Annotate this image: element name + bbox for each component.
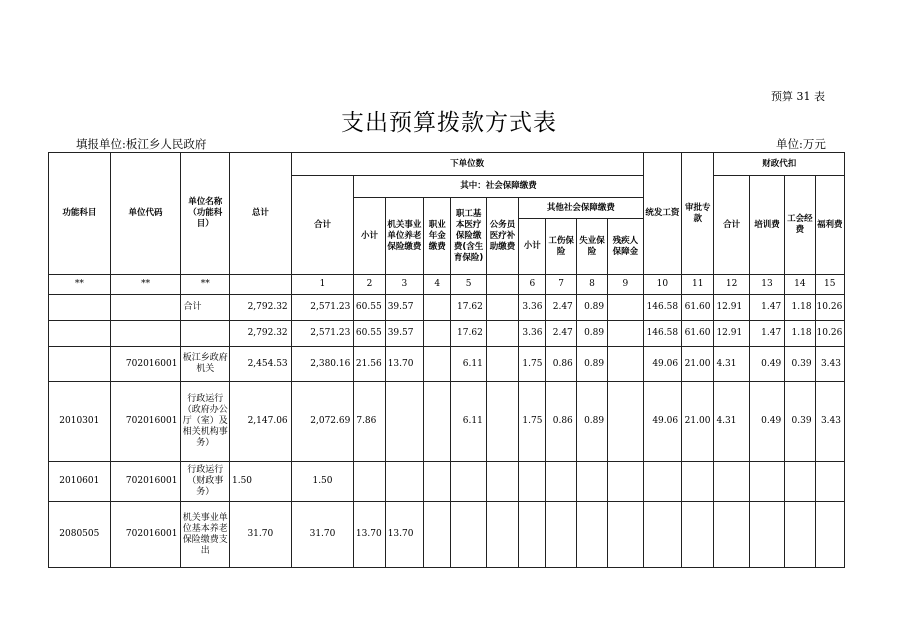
- table-row: [49, 295, 845, 321]
- cell-value: [354, 462, 385, 502]
- cell-value: 7.86: [354, 382, 385, 462]
- header-lower-units: 下单位数: [291, 153, 643, 176]
- index-cell: 11: [682, 275, 714, 295]
- cell-value: [785, 462, 815, 502]
- header-lower-total: 合计: [291, 176, 354, 275]
- cell-func-subject: 2010301: [49, 382, 111, 462]
- header-civil-medical: 公务员医疗补助缴费: [486, 198, 518, 275]
- cell-value: [486, 295, 518, 321]
- index-cell: 8: [576, 275, 607, 295]
- cell-value: 0.86: [546, 347, 576, 382]
- cell-value: 1.75: [519, 347, 546, 382]
- header-total: 总计: [229, 153, 291, 275]
- cell-value: [749, 502, 784, 568]
- cell-value: 21.00: [682, 347, 714, 382]
- cell-unit-code: [110, 321, 181, 347]
- cell-value: [519, 462, 546, 502]
- cell-value: [714, 462, 749, 502]
- cell-value: 1.18: [785, 321, 815, 347]
- header-union: 工会经费: [785, 176, 815, 275]
- cell-value: 1.47: [749, 321, 784, 347]
- header-unit-name: 单位名称（功能科目）: [181, 153, 230, 275]
- cell-value: [608, 382, 644, 462]
- cell-value: 2.47: [546, 295, 576, 321]
- cell-value: [546, 502, 576, 568]
- cell-value: 0.49: [749, 382, 784, 462]
- cell-value: [546, 462, 576, 502]
- cell-value: [608, 295, 644, 321]
- cell-value: [608, 321, 644, 347]
- cell-value: 60.55: [354, 295, 385, 321]
- cell-value: 2,792.32: [229, 321, 291, 347]
- cell-func-subject: 2010601: [49, 462, 111, 502]
- cell-value: 10.26: [815, 295, 844, 321]
- cell-value: [519, 502, 546, 568]
- cell-value: 13.70: [385, 347, 423, 382]
- budget-table: [48, 152, 845, 568]
- cell-value: 0.39: [785, 382, 815, 462]
- cell-value: 2,380.16: [291, 347, 354, 382]
- cell-unit-code: 702016001: [110, 347, 181, 382]
- header-func-subject: 功能科目: [49, 153, 111, 275]
- cell-value: 1.50: [291, 462, 354, 502]
- cell-value: [608, 347, 644, 382]
- cell-unit-name: 行政运行（财政事务）: [181, 462, 230, 502]
- index-cell: 13: [749, 275, 784, 295]
- cell-value: 21.00: [682, 382, 714, 462]
- cell-value: [486, 462, 518, 502]
- cell-value: [643, 462, 681, 502]
- index-cell: 2: [354, 275, 385, 295]
- cell-value: [424, 347, 451, 382]
- index-cell: 3: [385, 275, 423, 295]
- header-subtotal: 小计: [354, 198, 385, 275]
- header-other-social: 其他社会保障缴费: [519, 198, 644, 219]
- cell-value: 49.06: [643, 382, 681, 462]
- cell-value: [451, 502, 486, 568]
- header-social-security: 其中：社会保障缴费: [354, 176, 643, 198]
- cell-value: [608, 462, 644, 502]
- cell-value: [682, 462, 714, 502]
- header-pension: 机关事业单位养老保险缴费: [385, 198, 423, 275]
- cell-value: 6.11: [451, 347, 486, 382]
- header-welfare: 福利费: [815, 176, 844, 275]
- header-approved-special: 审批专款: [682, 153, 714, 275]
- cell-value: [486, 382, 518, 462]
- cell-value: 31.70: [229, 502, 291, 568]
- cell-value: 1.50: [229, 462, 291, 502]
- cell-value: [424, 462, 451, 502]
- cell-value: [643, 502, 681, 568]
- cell-value: [424, 382, 451, 462]
- cell-value: [486, 347, 518, 382]
- index-cell: 12: [714, 275, 749, 295]
- index-cell: 10: [643, 275, 681, 295]
- cell-value: [682, 502, 714, 568]
- currency-unit: 单位:万元: [776, 137, 826, 151]
- cell-value: 0.86: [546, 382, 576, 462]
- cell-value: 2,072.69: [291, 382, 354, 462]
- cell-value: 1.75: [519, 382, 546, 462]
- cell-value: 0.89: [576, 347, 607, 382]
- cell-func-subject: [49, 347, 111, 382]
- cell-value: 2,571.23: [291, 295, 354, 321]
- index-cell: 4: [424, 275, 451, 295]
- index-cell: 9: [608, 275, 644, 295]
- cell-value: 10.26: [815, 321, 844, 347]
- cell-value: 0.39: [785, 347, 815, 382]
- cell-value: 12.91: [714, 295, 749, 321]
- cell-value: [815, 502, 844, 568]
- cell-value: [815, 462, 844, 502]
- cell-value: 1.18: [785, 295, 815, 321]
- reporting-unit: 填报单位:板江乡人民政府: [76, 137, 207, 151]
- cell-value: 3.36: [519, 321, 546, 347]
- header-unemployment: 失业保险: [576, 219, 607, 275]
- header-injury: 工伤保险: [546, 219, 576, 275]
- header-medical: 职工基本医疗保险缴费(含生育保险): [451, 198, 486, 275]
- cell-value: 146.58: [643, 295, 681, 321]
- page-title: 支出预算拨款方式表: [341, 110, 557, 136]
- cell-value: 13.70: [385, 502, 423, 568]
- cell-value: [749, 462, 784, 502]
- cell-value: 0.49: [749, 347, 784, 382]
- index-row: [49, 275, 845, 295]
- cell-unit-code: 702016001: [110, 462, 181, 502]
- header-finance-deduct: 财政代扣: [714, 153, 845, 176]
- cell-value: 21.56: [354, 347, 385, 382]
- header-fd-total: 合计: [714, 176, 749, 275]
- header-training: 培训费: [749, 176, 784, 275]
- cell-value: 39.57: [385, 295, 423, 321]
- index-cell: [486, 275, 518, 295]
- cell-func-subject: [49, 321, 111, 347]
- cell-value: [714, 502, 749, 568]
- cell-value: [424, 295, 451, 321]
- cell-unit-name: [181, 321, 230, 347]
- cell-unit-name: 行政运行（政府办公厅（室）及相关机构事务）: [181, 382, 230, 462]
- cell-value: 39.57: [385, 321, 423, 347]
- index-cell: 1: [291, 275, 354, 295]
- cell-value: [486, 502, 518, 568]
- cell-value: 13.70: [354, 502, 385, 568]
- cell-value: 49.06: [643, 347, 681, 382]
- cell-value: 3.36: [519, 295, 546, 321]
- cell-value: 60.55: [354, 321, 385, 347]
- cell-value: 17.62: [451, 295, 486, 321]
- header-other-subtotal: 小计: [519, 219, 546, 275]
- index-cell: 5: [451, 275, 486, 295]
- cell-value: [385, 462, 423, 502]
- index-cell: **: [110, 275, 181, 295]
- cell-value: [576, 462, 607, 502]
- cell-value: 2,147.06: [229, 382, 291, 462]
- index-cell: **: [181, 275, 230, 295]
- cell-value: [486, 321, 518, 347]
- cell-value: 31.70: [291, 502, 354, 568]
- cell-value: 0.89: [576, 321, 607, 347]
- cell-value: [424, 502, 451, 568]
- header-annuity: 职业年金缴费: [424, 198, 451, 275]
- cell-unit-name: 合计: [181, 295, 230, 321]
- cell-value: 17.62: [451, 321, 486, 347]
- cell-value: 3.43: [815, 382, 844, 462]
- cell-value: 3.43: [815, 347, 844, 382]
- cell-value: 2,792.32: [229, 295, 291, 321]
- cell-func-subject: 2080505: [49, 502, 111, 568]
- index-cell: [229, 275, 291, 295]
- header-disabled: 残疾人保障金: [608, 219, 644, 275]
- cell-value: [424, 321, 451, 347]
- cell-value: 6.11: [451, 382, 486, 462]
- index-cell: 14: [785, 275, 815, 295]
- table-row: [49, 502, 845, 568]
- cell-unit-name: 机关事业单位基本养老保险缴费支出: [181, 502, 230, 568]
- cell-unit-code: [110, 295, 181, 321]
- cell-value: 1.47: [749, 295, 784, 321]
- cell-func-subject: [49, 295, 111, 321]
- cell-unit-code: 702016001: [110, 502, 181, 568]
- cell-value: 2,454.53: [229, 347, 291, 382]
- table-row: [49, 462, 845, 502]
- cell-value: 2.47: [546, 321, 576, 347]
- cell-value: [608, 502, 644, 568]
- index-cell: 7: [546, 275, 576, 295]
- table-row: [49, 382, 845, 462]
- table-row: [49, 347, 845, 382]
- form-number: 预算 31 表: [771, 90, 825, 103]
- cell-value: 61.60: [682, 321, 714, 347]
- cell-unit-code: 702016001: [110, 382, 181, 462]
- cell-unit-name: 板江乡政府机关: [181, 347, 230, 382]
- cell-value: [576, 502, 607, 568]
- cell-value: [785, 502, 815, 568]
- cell-value: 61.60: [682, 295, 714, 321]
- cell-value: [451, 462, 486, 502]
- cell-value: 4.31: [714, 382, 749, 462]
- header-unified-salary: 统发工资: [643, 153, 681, 275]
- cell-value: 12.91: [714, 321, 749, 347]
- header-unit-code: 单位代码: [110, 153, 181, 275]
- cell-value: 2,571.23: [291, 321, 354, 347]
- index-cell: **: [49, 275, 111, 295]
- index-cell: 15: [815, 275, 844, 295]
- cell-value: 0.89: [576, 295, 607, 321]
- cell-value: 4.31: [714, 347, 749, 382]
- cell-value: [385, 382, 423, 462]
- table-row: [49, 321, 845, 347]
- cell-value: 0.89: [576, 382, 607, 462]
- index-cell: 6: [519, 275, 546, 295]
- cell-value: 146.58: [643, 321, 681, 347]
